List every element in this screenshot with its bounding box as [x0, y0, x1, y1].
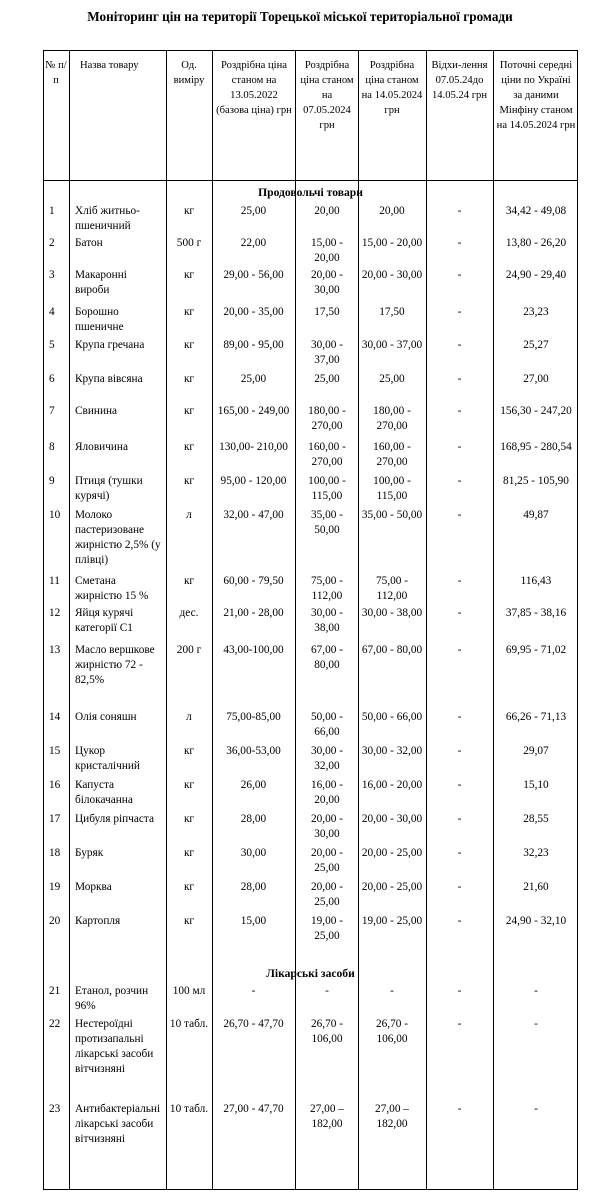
cell-p1: 16,00 - 20,00 [310, 779, 343, 806]
cell-name: Крупа гречана [75, 339, 145, 351]
column-header-p1: Роздрібна ціна станом на 07.05.2024 грн [300, 60, 354, 131]
cell-base: 36,00-53,00 [226, 745, 281, 757]
cell-p2: 15,00 - 20,00 [361, 237, 423, 249]
column-divider [426, 50, 427, 1189]
cell-base: 26,70 - 47,70 [223, 1018, 284, 1030]
cell-ua: 15,10 [523, 779, 549, 791]
column-header-dev: Відхи-лення 07.05.24до 14.05.24 грн [431, 60, 488, 101]
cell-p2: 75,00 - 112,00 [375, 575, 408, 602]
cell-num: 19 [49, 881, 61, 893]
cell-name: Батон [75, 237, 103, 249]
cell-dev: - [457, 509, 462, 521]
cell-ua: 28,55 [523, 813, 549, 825]
cell-base: 130,00- 210,00 [219, 441, 288, 453]
cell-dev: - [457, 881, 462, 893]
cell-num: 17 [49, 813, 61, 825]
cell-unit: 500 г [176, 237, 202, 249]
header-divider [43, 180, 578, 181]
cell-p2: 20,00 - 25,00 [361, 847, 423, 859]
cell-p1: 100,00 - 115,00 [308, 475, 346, 502]
cell-p1: - [325, 985, 329, 997]
cell-p1: 160,00 - 270,00 [308, 441, 346, 468]
cell-base: 75,00-85,00 [226, 711, 281, 723]
cell-dev: - [457, 306, 462, 318]
cell-dev: - [457, 644, 462, 656]
cell-p1: 15,00 - 20,00 [310, 237, 343, 264]
cell-num: 18 [49, 847, 61, 859]
cell-ua: 116,43 [520, 575, 552, 587]
cell-name: Молоко пастеризоване жирністю 2,5% (у плівці) [75, 509, 161, 566]
cell-base: 27,00 - 47,70 [223, 1103, 284, 1115]
cell-p2: 160,00 - 270,00 [373, 441, 411, 468]
cell-name: Масло вершкове жирністю 72 - 82,5% [75, 644, 155, 686]
cell-num: 2 [49, 237, 55, 249]
column-header-p2: Роздрібна ціна станом на 14.05.2024 грн [361, 60, 423, 116]
cell-base: 30,00 [240, 847, 267, 859]
cell-num: 13 [49, 644, 61, 656]
cell-ua: 37,85 - 38,16 [505, 607, 567, 619]
cell-p2: 30,00 - 32,00 [361, 745, 423, 757]
cell-unit: кг [183, 915, 195, 927]
cell-dev: - [457, 441, 462, 453]
cell-ua: 32,23 [523, 847, 549, 859]
cell-base: 25,00 [240, 373, 267, 385]
cell-base: 95,00 - 120,00 [220, 475, 287, 487]
cell-dev: - [457, 339, 462, 351]
cell-num: 5 [49, 339, 55, 351]
cell-base: 165,00 - 249,00 [217, 405, 290, 417]
cell-dev: - [457, 745, 462, 757]
cell-name: Цукор кристалічний [75, 745, 140, 772]
cell-base: 60,00 - 79,50 [223, 575, 284, 587]
cell-dev: - [457, 607, 462, 619]
cell-num: 7 [49, 405, 55, 417]
cell-name: Хліб житньо-пшеничний [75, 205, 140, 232]
cell-p1: 75,00 - 112,00 [310, 575, 343, 602]
cell-p2: 100,00 - 115,00 [373, 475, 411, 502]
cell-name: Картопля [75, 915, 121, 927]
cell-unit: кг [183, 373, 195, 385]
cell-num: 9 [49, 475, 55, 487]
cell-base: 20,00 - 35,00 [223, 306, 284, 318]
column-divider [69, 50, 70, 1189]
cell-num: 6 [49, 373, 55, 385]
column-header-name: Назва товару [80, 60, 139, 71]
cell-p1: 35,00 - 50,00 [310, 509, 343, 536]
cell-ua: 156,30 - 247,20 [500, 405, 572, 417]
cell-dev: - [457, 373, 462, 385]
column-divider [166, 50, 167, 1189]
cell-num: 4 [49, 306, 55, 318]
cell-unit: кг [183, 779, 195, 791]
cell-ua: 23,23 [523, 306, 549, 318]
cell-p2: 67,00 - 80,00 [361, 644, 423, 656]
cell-ua: 66,26 - 71,13 [505, 711, 567, 723]
cell-name: Яловичина [75, 441, 128, 453]
cell-p1: 27,00 – 182,00 [310, 1103, 344, 1130]
cell-name: Нестероїдні протизапальні лікарські засоби вітчизняні [75, 1018, 154, 1075]
cell-base: 21,00 - 28,00 [223, 607, 284, 619]
table-top-border [43, 50, 578, 51]
column-header-ua: Поточні середні ціни по Україні за даними Мінфіну станом на 14.05.2024 грн [496, 60, 576, 131]
cell-name: Буряк [75, 847, 104, 859]
cell-name: Цибуля ріпчаста [75, 813, 154, 825]
cell-unit: кг [183, 306, 195, 318]
cell-p2: 20,00 - 30,00 [361, 269, 423, 281]
cell-ua: 49,87 [523, 509, 549, 521]
column-divider [212, 50, 213, 1189]
cell-p2: 20,00 [379, 205, 405, 217]
cell-num: 21 [49, 985, 61, 997]
cell-p1: 50,00 - 66,00 [310, 711, 343, 738]
cell-unit: кг [183, 205, 195, 217]
cell-ua: 13,80 - 26,20 [505, 237, 567, 249]
cell-p1: 20,00 [314, 205, 340, 217]
cell-base: 22,00 [240, 237, 267, 249]
column-header-base: Роздрібна ціна станом на 13.05.2022 (базова ціна) грн [216, 60, 292, 116]
cell-base: 28,00 [240, 813, 267, 825]
cell-unit: дес. [179, 607, 199, 619]
cell-p1: 20,00 - 30,00 [310, 269, 343, 296]
cell-base: 26,00 [240, 779, 267, 791]
cell-unit: л [186, 711, 192, 723]
cell-p2: - [390, 985, 394, 997]
cell-num: 12 [49, 607, 61, 619]
cell-unit: л [186, 509, 192, 521]
cell-num: 20 [49, 915, 61, 927]
cell-unit: кг [183, 575, 195, 587]
cell-num: 14 [49, 711, 61, 723]
cell-dev: - [457, 779, 462, 791]
cell-num: 23 [49, 1103, 61, 1115]
cell-p2: 30,00 - 37,00 [361, 339, 423, 351]
cell-ua: 69,95 - 71,02 [505, 644, 567, 656]
cell-p2: 16,00 - 20,00 [361, 779, 423, 791]
cell-p2: 30,00 - 38,00 [361, 607, 423, 619]
cell-unit: 10 табл. [169, 1018, 209, 1030]
cell-dev: - [457, 813, 462, 825]
cell-base: 89,00 - 95,00 [223, 339, 284, 351]
cell-p2: 26,70 - 106,00 [375, 1018, 408, 1045]
cell-dev: - [457, 237, 462, 249]
cell-ua: 29,07 [523, 745, 549, 757]
cell-base: 32,00 - 47,00 [223, 509, 284, 521]
cell-unit: кг [183, 745, 195, 757]
cell-ua: 81,25 - 105,90 [503, 475, 569, 487]
cell-ua: 27,00 [523, 373, 549, 385]
section-title: Лікарські засоби [266, 967, 355, 980]
cell-base: 29,00 - 56,00 [223, 269, 284, 281]
cell-dev: - [457, 915, 462, 927]
cell-p2: 20,00 - 30,00 [361, 813, 423, 825]
cell-p1: 26,70 - 106,00 [310, 1018, 343, 1045]
cell-base: 15,00 [240, 915, 267, 927]
cell-name: Капуста білокачанна [75, 779, 133, 806]
cell-name: Свинина [75, 405, 118, 417]
cell-ua: 34,42 - 49,08 [505, 205, 567, 217]
cell-p2: 17,50 [379, 306, 405, 318]
cell-ua: 168,95 - 280,54 [500, 441, 572, 453]
cell-base: 43,00-100,00 [223, 644, 284, 656]
cell-ua: 25,27 [523, 339, 549, 351]
cell-p1: 30,00 - 38,00 [310, 607, 343, 634]
cell-name: Яйця курячі категорії С1 [75, 607, 134, 634]
cell-ua: - [534, 985, 538, 997]
cell-ua: - [534, 1103, 538, 1115]
cell-unit: кг [183, 881, 195, 893]
column-header-num: № п/п [45, 60, 67, 86]
page-title: Моніторинг цін на території Торецької міської територіальної громади [87, 9, 513, 24]
cell-base: 25,00 [240, 205, 267, 217]
cell-name: Морква [75, 881, 112, 893]
cell-unit: 100 мл [172, 985, 206, 997]
cell-p1: 20,00 - 25,00 [310, 847, 343, 874]
cell-num: 15 [49, 745, 61, 757]
cell-name: Сметана жирністю 15 % [75, 575, 149, 602]
cell-dev: - [457, 575, 462, 587]
cell-p2: 35,00 - 50,00 [361, 509, 423, 521]
cell-p1: 25,00 [314, 373, 340, 385]
cell-base: 28,00 [240, 881, 267, 893]
cell-unit: кг [183, 405, 195, 417]
cell-unit: кг [183, 813, 195, 825]
cell-p1: 20,00 - 30,00 [310, 813, 343, 840]
column-divider [295, 50, 296, 1189]
cell-p1: 67,00 - 80,00 [310, 644, 343, 671]
cell-unit: кг [183, 441, 195, 453]
cell-name: Крупа вівсяна [75, 373, 143, 385]
column-header-unit: Од. виміру [173, 60, 205, 86]
cell-dev: - [457, 1018, 462, 1030]
cell-p1: 17,50 [314, 306, 340, 318]
cell-dev: - [457, 985, 462, 997]
cell-unit: 10 табл. [169, 1103, 209, 1115]
cell-num: 16 [49, 779, 61, 791]
cell-p1: 30,00 - 32,00 [310, 745, 343, 772]
cell-dev: - [457, 269, 462, 281]
cell-unit: кг [183, 475, 195, 487]
cell-name: Олія соняшн [75, 711, 137, 723]
cell-name: Макаронні вироби [75, 269, 127, 296]
cell-p1: 20,00 - 25,00 [310, 881, 343, 908]
cell-p2: 25,00 [379, 373, 405, 385]
section-title: Продовольчі товари [258, 186, 363, 199]
cell-num: 11 [49, 575, 60, 587]
cell-dev: - [457, 405, 462, 417]
cell-name: Антибактеріальні лікарські засоби вітчизняні [75, 1103, 161, 1145]
cell-p2: 50,00 - 66,00 [361, 711, 423, 723]
cell-p2: 20,00 - 25,00 [361, 881, 423, 893]
cell-unit: 200 г [176, 644, 202, 656]
cell-unit: кг [183, 847, 195, 859]
cell-name: Борошно пшеничне [75, 306, 124, 333]
cell-unit: кг [183, 269, 195, 281]
cell-p2: 180,00 - 270,00 [373, 405, 411, 432]
cell-p1: 30,00 - 37,00 [310, 339, 343, 366]
cell-dev: - [457, 711, 462, 723]
cell-p1: 180,00 - 270,00 [308, 405, 346, 432]
cell-ua: 21,60 [523, 881, 549, 893]
cell-p1: 19,00 - 25,00 [310, 915, 343, 942]
cell-p2: 27,00 – 182,00 [375, 1103, 409, 1130]
cell-name: Етанол, розчин 96% [75, 985, 149, 1012]
cell-dev: - [457, 847, 462, 859]
cell-num: 8 [49, 441, 55, 453]
column-divider [358, 50, 359, 1189]
cell-num: 3 [49, 269, 55, 281]
cell-num: 10 [49, 509, 61, 521]
column-divider [493, 50, 494, 1189]
cell-name: Птиця (тушки курячі) [75, 475, 143, 502]
cell-num: 1 [49, 205, 55, 217]
cell-ua: 24,90 - 32,10 [505, 915, 567, 927]
cell-num: 22 [49, 1018, 61, 1030]
cell-p2: 19,00 - 25,00 [361, 915, 423, 927]
cell-base: - [251, 985, 256, 997]
cell-dev: - [457, 1103, 462, 1115]
cell-unit: кг [183, 339, 195, 351]
cell-dev: - [457, 475, 462, 487]
cell-ua: 24,90 - 29,40 [505, 269, 567, 281]
cell-dev: - [457, 205, 462, 217]
cell-ua: - [534, 1018, 538, 1030]
